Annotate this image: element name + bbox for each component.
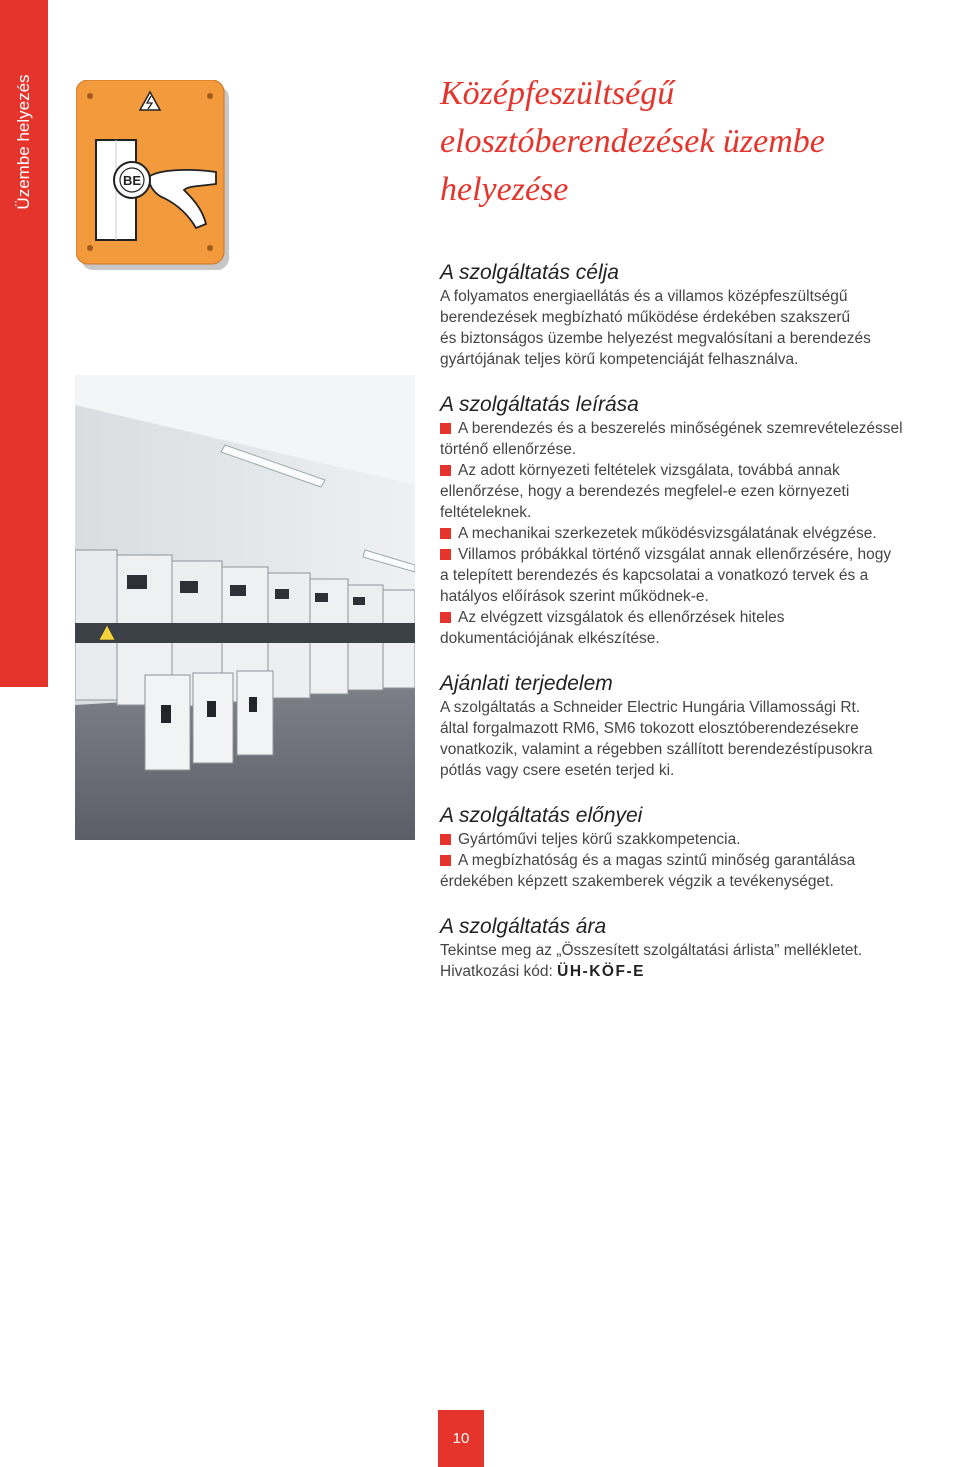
paragraph-line: gyártójának teljes körű kompetenciáját felhasználva. — [440, 351, 799, 368]
bullet-item — [440, 544, 960, 607]
bullet-line: Villamos próbákkal történő vizsgálat annak ellenőrzésére, hogy — [440, 544, 960, 565]
paragraph-line: A folyamatos energiaellátás és a villamos középfeszültségű — [440, 288, 848, 305]
section-terjedelem — [440, 671, 960, 781]
bullet-line: hatályos előírások szerint működnek-e. — [440, 588, 709, 605]
reference-label: Hivatkozási kód: — [440, 963, 553, 980]
bullet-line: A mechanikai szerkezetek működésvizsgálatának elvégzése. — [440, 523, 960, 544]
paragraph-line: által forgalmazott RM6, SM6 tokozott elosztóberendezésekre — [440, 720, 859, 737]
paragraph-line: A szolgáltatás a Schneider Electric Hungária Villamossági Rt. — [440, 699, 861, 716]
section-heading: A szolgáltatás ára — [440, 915, 607, 938]
reference-line — [440, 961, 960, 982]
bullet-item — [440, 523, 960, 544]
paragraph-line: Tekintse meg az „Összesített szolgáltatási árlista” mellékletet. — [440, 942, 863, 959]
bullet-line: A berendezés és a beszerelés minőségének szemrevételezéssel — [440, 418, 960, 439]
bullet-item — [440, 829, 960, 850]
section-cel — [440, 260, 960, 370]
section-ara — [440, 914, 960, 982]
bullet-line: Gyártóművi teljes körű szakkompetencia. — [440, 829, 960, 850]
paragraph-line: vonatkozik, valamint a régebben szállított berendezéstípusokra — [440, 741, 873, 758]
switchgear-room-photo — [75, 375, 415, 840]
section-leiras — [440, 392, 960, 649]
bullet-line: Az adott környezeti feltételek vizsgálata, továbbá annak — [440, 460, 960, 481]
switch-label: BE — [122, 173, 142, 188]
bullet-item — [440, 460, 960, 523]
section-tab-label: Üzembe helyezés — [14, 74, 33, 210]
section-elonyei — [440, 803, 960, 892]
bullet-item — [440, 607, 960, 649]
paragraph-line: és biztonságos üzembe helyezést megvalósítani a berendezés — [440, 330, 871, 347]
bullet-line: dokumentációjának elkészítése. — [440, 630, 660, 647]
bullet-line: Az elvégzett vizsgálatok és ellenőrzések hiteles — [440, 607, 960, 628]
page-title: Középfeszültségű elosztóberendezések üzembe helyezése — [440, 75, 825, 208]
reference-code: ÜH-KÖF-E — [557, 963, 645, 980]
bullet-line: ellenőrzése, hogy a berendezés megfelel-e ezen környezeti — [440, 483, 850, 500]
bullet-item — [440, 418, 960, 460]
section-heading: A szolgáltatás előnyei — [440, 804, 643, 827]
page-number: 10 — [438, 1410, 484, 1467]
paragraph-line: pótlás vagy csere esetén terjed ki. — [440, 762, 675, 779]
main-content — [440, 260, 960, 1004]
switch-on-icon — [76, 80, 230, 270]
paragraph-line: berendezések megbízható működése érdekében szakszerű — [440, 309, 851, 326]
bullet-line: feltételeknek. — [440, 504, 532, 521]
bullet-item — [440, 850, 960, 892]
section-tab — [0, 0, 48, 687]
bullet-line: A megbízhatóság és a magas szintű minőség garantálása — [440, 850, 960, 871]
section-heading: Ajánlati terjedelem — [440, 672, 613, 695]
bullet-line: a telepített berendezés és kapcsolatai a vonatkozó tervek és a — [440, 567, 869, 584]
bullet-line: történő ellenőrzése. — [440, 441, 577, 458]
section-heading: A szolgáltatás célja — [440, 261, 619, 284]
bullet-line: érdekében képzett szakemberek végzik a tevékenységet. — [440, 873, 834, 890]
section-heading: A szolgáltatás leírása — [440, 393, 639, 416]
